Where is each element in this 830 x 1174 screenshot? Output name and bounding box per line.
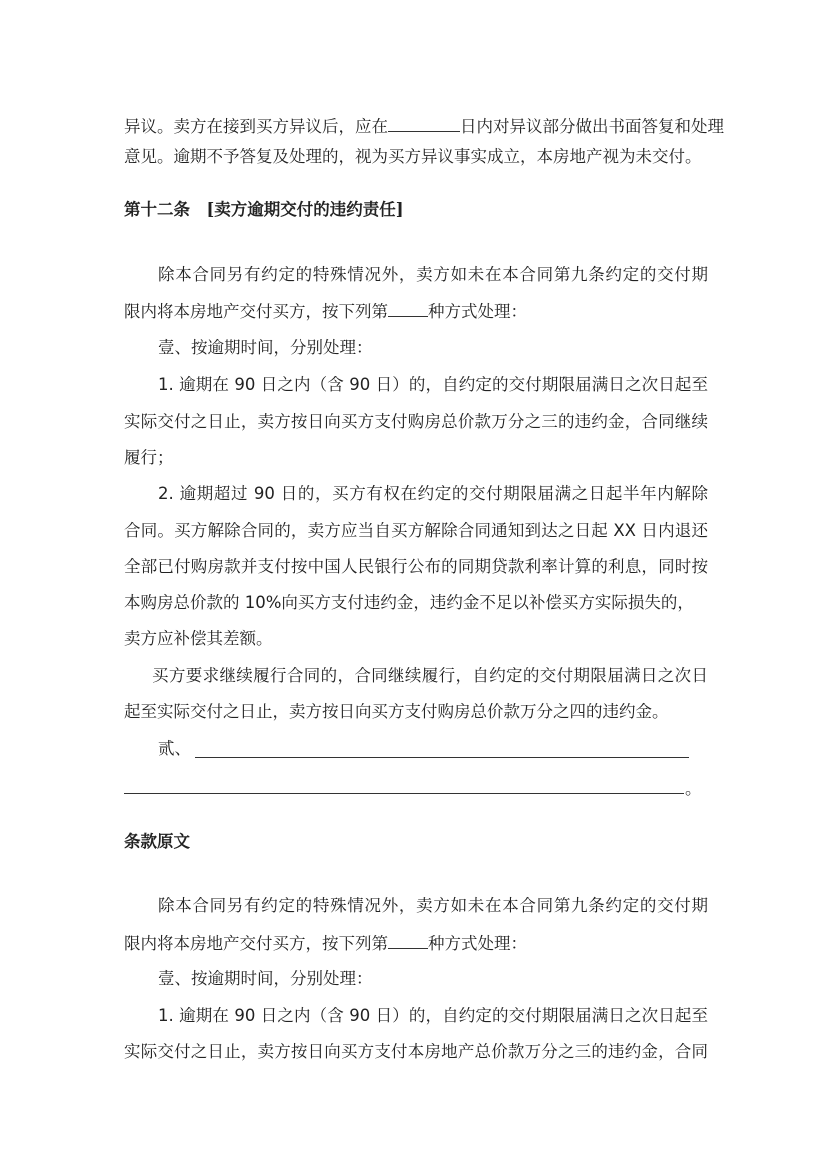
blank-field-option[interactable] <box>388 932 428 949</box>
text-line: 实际交付之日止，卖方按日向买方支付本房地产总价款万分之三的违约金，合同 <box>124 1042 708 1061</box>
text-line: 除本合同另有约定的特殊情况外，卖方如未在本合同第九条约定的交付期 <box>158 896 708 915</box>
text: 种方式处理： <box>428 302 527 321</box>
text-line: 合同。买方解除合同的，卖方应当自买方解除合同通知到达之日起 XX 日内退还 <box>124 521 708 540</box>
period: 。 <box>685 779 702 798</box>
text-line: 2. 逾期超过 90 日的，买方有权在约定的交付期限届满之日起半年内解除 <box>158 484 708 503</box>
blank-field-days[interactable] <box>388 115 460 132</box>
text-line: 全部已付购房款并支付按中国人民银行公布的同期贷款利率计算的利息，同时按 <box>124 557 708 576</box>
text-line <box>124 115 724 138</box>
text-line: 本购房总价款的 10%向买方支付违约金，违约金不足以补偿买方实际损失的， <box>124 593 694 612</box>
text-line: 实际交付之日止，卖方按日向买方支付购房总价款万分之三的违约金，合同继续 <box>124 412 708 431</box>
text-line: 卖方应补偿其差额。 <box>124 629 273 648</box>
item2-label: 贰、 <box>158 739 191 758</box>
text-line: 起至实际交付之日止，卖方按日向买方支付购房总价款万分之四的违约金。 <box>124 702 669 721</box>
blank-field-item2-cont[interactable] <box>124 793 684 794</box>
text-line: 1. 逾期在 90 日之内（含 90 日）的，自约定的交付期限届满日之次日起至 <box>158 1006 708 1025</box>
text: 限内将本房地产交付买方，按下列第 <box>124 934 388 953</box>
text-line: 除本合同另有约定的特殊情况外，卖方如未在本合同第九条约定的交付期 <box>158 265 708 284</box>
blank-field-option[interactable] <box>388 300 428 317</box>
text-line: 意见。逾期不予答复及处理的，视为买方异议事实成立，本房地产视为未交付。 <box>124 147 702 166</box>
text: 种方式处理： <box>428 934 527 953</box>
text: 日内对异议部分做出书面答复和处理 <box>460 117 724 136</box>
text-line: 壹、按逾期时间，分别处理： <box>158 338 373 357</box>
text-line <box>124 300 708 323</box>
text-line: 履行； <box>124 448 174 467</box>
text-line <box>124 932 708 955</box>
article-heading: 第十二条 [卖方逾期交付的违约责任] <box>124 200 404 219</box>
text-line: 壹、按逾期时间，分别处理： <box>158 969 373 988</box>
text: 异议。卖方在接到买方异议后，应在 <box>124 117 388 136</box>
blank-field-item2[interactable] <box>195 757 689 758</box>
section-heading: 条款原文 <box>124 832 190 851</box>
text-line: 1. 逾期在 90 日之内（含 90 日）的，自约定的交付期限届满日之次日起至 <box>158 375 708 394</box>
text: 限内将本房地产交付买方，按下列第 <box>124 302 388 321</box>
text-line: 买方要求继续履行合同的，合同继续履行，自约定的交付期限届满日之次日 <box>152 666 708 685</box>
